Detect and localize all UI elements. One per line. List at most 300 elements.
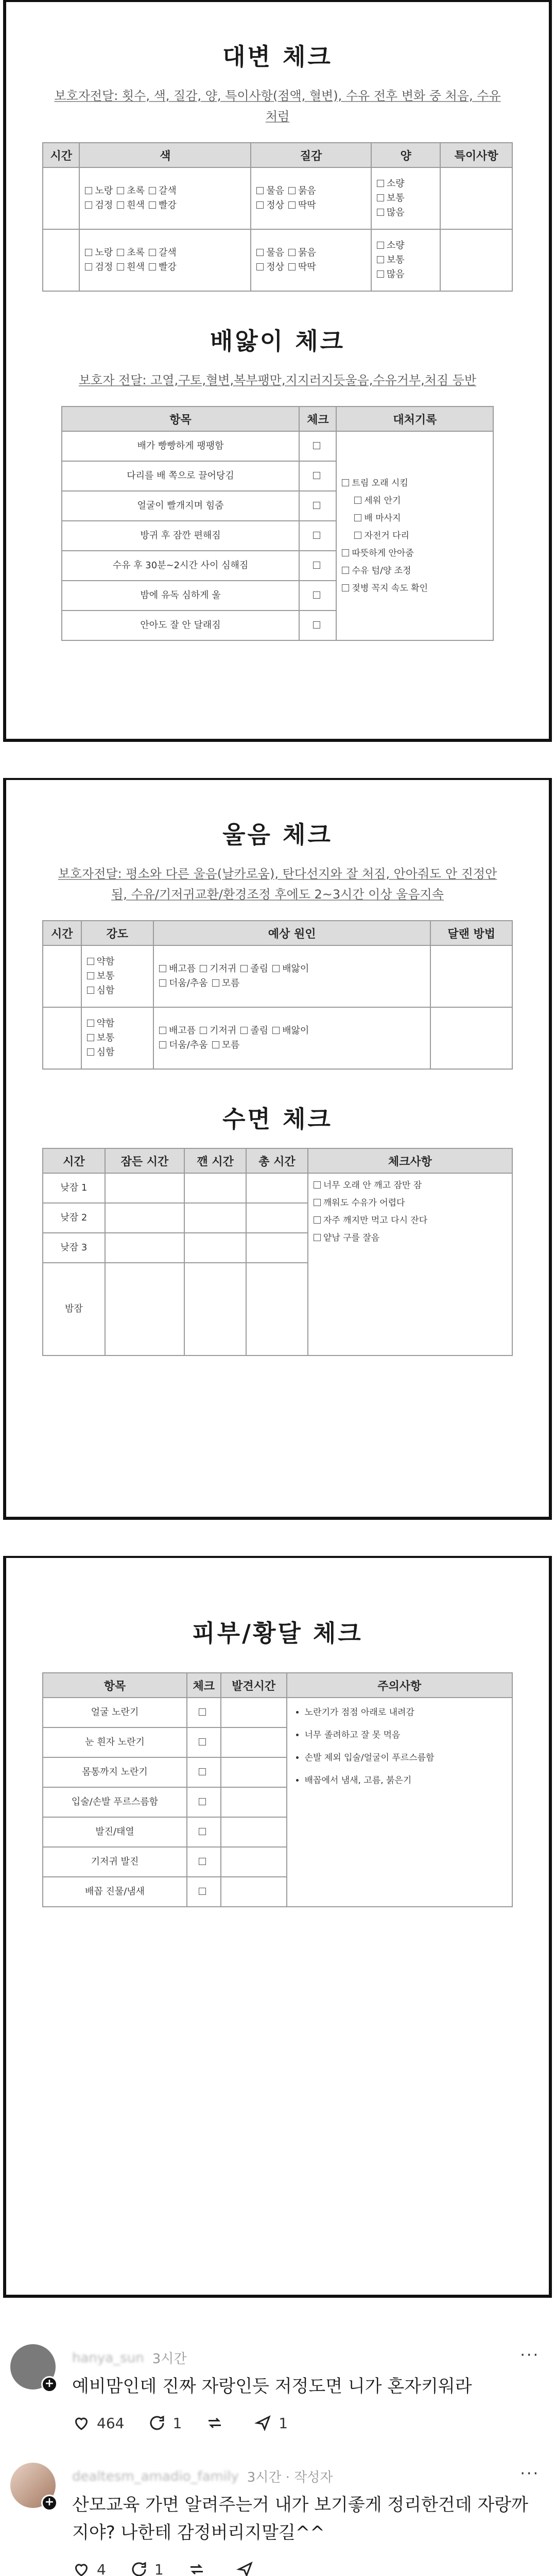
- amount-option[interactable]: [377, 206, 405, 220]
- found-time-cell[interactable]: [221, 1698, 287, 1727]
- cause-option[interactable]: [272, 1024, 309, 1038]
- sleep-check-label: 얕남 구를 잘음: [323, 1233, 380, 1243]
- table-row: [43, 1698, 512, 1727]
- checkbox-icon[interactable]: [314, 1199, 321, 1206]
- skin-note: • 손발 제외 입술/얼굴이 푸르스름함: [305, 1747, 507, 1769]
- option-label: 심함: [96, 1047, 115, 1058]
- check-cell: [187, 1817, 221, 1847]
- checkbox-icon[interactable]: [377, 180, 384, 187]
- cause-cell: [153, 945, 430, 1007]
- sleep-title: 수면 체크: [222, 1105, 333, 1133]
- stool-header-0: 시간: [43, 143, 79, 167]
- stool-header-2: 질감: [251, 143, 371, 167]
- action-label: 따뜻하게 안아줌: [352, 548, 414, 558]
- sleep-check-label: 깨워도 수유가 어렵다: [323, 1198, 405, 1208]
- cause-option[interactable]: [272, 962, 309, 976]
- checkbox-icon[interactable]: [377, 256, 384, 263]
- checkbox-icon[interactable]: [354, 532, 361, 539]
- checkbox-icon[interactable]: [377, 242, 384, 249]
- found-time-cell[interactable]: [221, 1847, 287, 1877]
- checkbox-icon[interactable]: [212, 1041, 219, 1048]
- sleep-check-label: 너무 오래 안 깨고 잠만 잠: [323, 1180, 422, 1191]
- checkbox-icon[interactable]: [342, 549, 349, 556]
- comment-item: [10, 2329, 545, 2447]
- like-count: 4: [97, 2561, 106, 2576]
- color-option[interactable]: [149, 198, 177, 213]
- comment-body: [72, 2344, 545, 2437]
- option-label: 물음: [266, 185, 284, 196]
- action-label: 트림 오래 시킴: [352, 478, 408, 488]
- checkbox-icon[interactable]: [313, 502, 320, 509]
- option-label: 기저귀: [210, 1025, 237, 1036]
- color-option[interactable]: [149, 184, 177, 198]
- cause-option[interactable]: [200, 1024, 236, 1038]
- action-item[interactable]: [342, 545, 488, 562]
- time-entry-cell[interactable]: [105, 1203, 185, 1233]
- username[interactable]: dealtesm_amadio_family: [72, 2468, 239, 2484]
- skin-header-0: 항목: [43, 1673, 187, 1698]
- option-label: 노랑: [95, 185, 113, 196]
- checkbox-icon[interactable]: [199, 1828, 206, 1835]
- action-label: 젖병 꼭지 속도 확인: [352, 583, 428, 594]
- cause-option[interactable]: [159, 976, 208, 991]
- option-label: 소량: [386, 178, 405, 189]
- checkbox-icon[interactable]: [272, 965, 280, 972]
- sleep-table: [42, 1148, 513, 1356]
- like-button[interactable]: [72, 2414, 124, 2432]
- checkbox-icon[interactable]: [87, 987, 94, 994]
- comment-text: 산모교육 가면 알려주는거 내가 보기좋게 정리한건데 자랑까지야? 나한테 감정버리지말길^^: [72, 2495, 528, 2543]
- cause-option[interactable]: [159, 1038, 208, 1053]
- checkbox-icon[interactable]: [288, 187, 296, 194]
- stool-subtitle: 보호자전달: 횟수, 색, 질감, 양, 특이사항(점액, 혈변), 수유 전후 변화 중 처음, 수유 처럼: [54, 89, 501, 124]
- option-label: 약함: [96, 1018, 115, 1029]
- cause-option[interactable]: [212, 976, 240, 991]
- checkbox-icon[interactable]: [159, 979, 166, 987]
- checkbox-icon[interactable]: [256, 249, 264, 256]
- note-cell[interactable]: [440, 229, 512, 291]
- time-entry-cell[interactable]: [184, 1263, 246, 1355]
- option-label: 졸림: [250, 1025, 269, 1036]
- amount-option[interactable]: [377, 191, 405, 206]
- symptom-label: 수유 후 30분~2시간 사이 심해짐: [62, 551, 300, 581]
- skin-item-label: 기저귀 발진: [43, 1847, 187, 1877]
- comment-body: [72, 2463, 545, 2576]
- option-label: 갈색: [159, 185, 177, 196]
- option-label: 딱딱: [298, 262, 316, 273]
- checkbox-icon[interactable]: [313, 562, 320, 569]
- check-cell: [299, 611, 336, 640]
- soothe-cell[interactable]: [430, 945, 512, 1007]
- texture-option[interactable]: [288, 246, 316, 260]
- sleep-check-item[interactable]: [314, 1229, 507, 1247]
- checkbox-icon[interactable]: [199, 1798, 206, 1805]
- checkbox-icon[interactable]: [200, 1027, 207, 1034]
- intensity-cell: [81, 1007, 153, 1069]
- skin-header-3: 주의사항: [287, 1673, 512, 1698]
- found-time-cell[interactable]: [221, 1787, 287, 1817]
- time-cell[interactable]: [43, 167, 79, 229]
- repost-button[interactable]: [205, 2414, 230, 2432]
- action-list: [342, 474, 488, 597]
- checkbox-icon[interactable]: [85, 249, 92, 256]
- reply-button[interactable]: [130, 2560, 164, 2576]
- color-option[interactable]: [85, 198, 113, 213]
- time-entry-cell[interactable]: [246, 1263, 308, 1355]
- action-item[interactable]: [342, 474, 488, 492]
- intensity-option[interactable]: [87, 1016, 115, 1031]
- option-label: 검정: [95, 262, 113, 273]
- checkbox-icon[interactable]: [377, 194, 384, 201]
- checkbox-icon[interactable]: [313, 532, 320, 539]
- checkbox-icon[interactable]: [117, 187, 124, 194]
- spit-header-1: 체크: [299, 406, 336, 431]
- checkbox-icon[interactable]: [212, 979, 219, 987]
- checkbox-icon[interactable]: [256, 187, 264, 194]
- cause-option[interactable]: [200, 962, 236, 976]
- checkbox-icon[interactable]: [85, 187, 92, 194]
- cry-header-3: 달랜 방법: [430, 921, 512, 945]
- color-option[interactable]: [117, 198, 145, 213]
- checkbox-icon[interactable]: [288, 201, 296, 209]
- follow-plus-icon[interactable]: +: [41, 2376, 58, 2393]
- found-time-cell[interactable]: [221, 1757, 287, 1787]
- skin-item-label: 몸통까지 노란기: [43, 1757, 187, 1787]
- action-item[interactable]: [342, 527, 488, 545]
- checkbox-icon[interactable]: [159, 965, 166, 972]
- repost-icon: [205, 2414, 224, 2432]
- texture-cell: [251, 167, 371, 229]
- comment-actions: [72, 2414, 545, 2432]
- repost-button[interactable]: [187, 2560, 212, 2576]
- check-cell: [299, 581, 336, 611]
- color-cell: [79, 167, 251, 229]
- option-label: 보통: [386, 193, 405, 204]
- option-label: 모름: [221, 978, 240, 989]
- table-row: [43, 1173, 512, 1203]
- amount-option[interactable]: [377, 267, 405, 282]
- reply-count: 1: [172, 2414, 182, 2432]
- time-entry-cell[interactable]: [184, 1233, 246, 1263]
- checkbox-icon[interactable]: [87, 1020, 94, 1027]
- skin-note: • 너무 졸려하고 잘 못 먹음: [305, 1724, 507, 1747]
- found-time-cell[interactable]: [221, 1877, 287, 1907]
- texture-option[interactable]: [256, 184, 284, 198]
- skin-header-1: 체크: [187, 1673, 221, 1698]
- symptom-label: 얼굴이 빨개지며 힘줌: [62, 491, 300, 521]
- checkbox-icon[interactable]: [159, 1041, 166, 1048]
- checkbox-icon[interactable]: [117, 249, 124, 256]
- checkbox-icon[interactable]: [288, 263, 296, 270]
- checkbox-icon[interactable]: [117, 201, 124, 209]
- time-cell[interactable]: [43, 1007, 81, 1069]
- option-label: 보통: [96, 971, 115, 981]
- checkbox-icon[interactable]: [240, 965, 248, 972]
- option-label: 빨강: [159, 262, 177, 273]
- symptom-label: 배가 빵빵하게 팽팽함: [62, 431, 300, 461]
- username[interactable]: hanya_sun: [72, 2350, 144, 2366]
- checkbox-icon[interactable]: [87, 972, 94, 979]
- time-entry-cell[interactable]: [105, 1173, 185, 1203]
- time-entry-cell[interactable]: [105, 1233, 185, 1263]
- checkbox-icon[interactable]: [87, 1034, 94, 1041]
- stool-spit-sheet: [3, 0, 552, 742]
- intensity-option[interactable]: [87, 984, 115, 998]
- symptom-label: 안아도 잘 안 달래짐: [62, 611, 300, 640]
- sleep-row-label: 낮잠 1: [43, 1173, 105, 1203]
- option-label: 노랑: [95, 247, 113, 258]
- like-button[interactable]: [72, 2560, 106, 2576]
- table-row: [43, 1007, 512, 1069]
- check-cell: [187, 1847, 221, 1877]
- action-item[interactable]: [342, 580, 488, 597]
- spit-title: 배앓이 체크: [210, 327, 345, 355]
- repost-icon: [187, 2560, 206, 2576]
- texture-option[interactable]: [288, 184, 316, 198]
- option-label: 배앓이: [282, 1025, 309, 1036]
- sleep-check-item[interactable]: [314, 1194, 507, 1212]
- check-cell: [299, 551, 336, 581]
- soothe-cell[interactable]: [430, 1007, 512, 1069]
- option-label: 초록: [127, 247, 145, 258]
- option-label: 딱딱: [298, 200, 316, 211]
- follow-plus-icon[interactable]: +: [41, 2495, 58, 2511]
- intensity-option[interactable]: [87, 969, 115, 984]
- checkbox-icon[interactable]: [342, 479, 349, 486]
- action-item[interactable]: [342, 510, 488, 527]
- skin-item-label: 발진/태열: [43, 1817, 187, 1847]
- time-entry-cell[interactable]: [246, 1203, 308, 1233]
- texture-option[interactable]: [256, 260, 284, 275]
- option-label: 검정: [95, 200, 113, 211]
- option-label: 초록: [127, 185, 145, 196]
- table-row: [43, 229, 512, 291]
- cry-header-2: 예상 원인: [153, 921, 430, 945]
- option-label: 묽음: [298, 185, 316, 196]
- comment-header: [72, 2348, 545, 2367]
- symptom-label: 다리를 배 쪽으로 끌어당김: [62, 461, 300, 491]
- check-cell: [299, 521, 336, 551]
- skin-note: • 배꼽에서 냄새, 고름, 붉은기: [305, 1769, 507, 1792]
- amount-option[interactable]: [377, 253, 405, 267]
- intensity-option[interactable]: [87, 1031, 115, 1045]
- cause-option[interactable]: [212, 1038, 240, 1053]
- checkbox-icon[interactable]: [313, 621, 320, 629]
- checkbox-icon[interactable]: [342, 567, 349, 574]
- author-badge: · 작성자: [285, 2470, 333, 2485]
- option-label: 심함: [96, 985, 115, 996]
- option-label: 물음: [266, 247, 284, 258]
- share-button[interactable]: [236, 2560, 261, 2576]
- checkbox-icon[interactable]: [199, 1768, 206, 1775]
- checkbox-icon[interactable]: [199, 1858, 206, 1865]
- stool-header-4: 특이사항: [440, 143, 512, 167]
- color-option[interactable]: [149, 246, 177, 260]
- time-entry-cell[interactable]: [105, 1263, 185, 1355]
- action-item[interactable]: [342, 492, 488, 510]
- option-label: 더움/추움: [168, 1040, 208, 1050]
- color-option[interactable]: [117, 260, 145, 275]
- check-cell: [187, 1757, 221, 1787]
- stool-title: 대변 체크: [222, 43, 333, 71]
- checkbox-icon[interactable]: [272, 1027, 280, 1034]
- checkbox-icon[interactable]: [85, 263, 92, 270]
- comment-item: [10, 2447, 545, 2576]
- checkbox-icon[interactable]: [354, 497, 361, 504]
- checkbox-icon[interactable]: [314, 1181, 321, 1189]
- checkbox-icon[interactable]: [313, 472, 320, 479]
- check-cell: [187, 1877, 221, 1907]
- cause-option[interactable]: [159, 1024, 196, 1038]
- checkbox-icon[interactable]: [313, 591, 320, 599]
- share-button[interactable]: [254, 2414, 288, 2432]
- check-cell: [187, 1787, 221, 1817]
- cry-table: [42, 920, 513, 1070]
- avatar-wrap: [10, 2463, 72, 2576]
- texture-option[interactable]: [256, 198, 284, 213]
- color-option[interactable]: [85, 260, 113, 275]
- timestamp: 3시간: [152, 2351, 187, 2367]
- actions-cell: [336, 431, 493, 640]
- option-label: 기저귀: [210, 963, 237, 974]
- checkbox-icon[interactable]: [199, 1738, 206, 1745]
- send-icon: [236, 2560, 254, 2576]
- checkbox-icon[interactable]: [149, 249, 156, 256]
- checkbox-icon[interactable]: [377, 209, 384, 216]
- checkbox-icon[interactable]: [377, 270, 384, 278]
- cause-option[interactable]: [240, 962, 268, 976]
- check-cell: [187, 1698, 221, 1727]
- checkbox-icon[interactable]: [314, 1216, 321, 1224]
- found-time-cell[interactable]: [221, 1727, 287, 1757]
- timestamp: 3시간: [247, 2470, 282, 2485]
- checkbox-icon[interactable]: [314, 1234, 321, 1241]
- intensity-option[interactable]: [87, 1045, 115, 1060]
- option-label: 보통: [96, 1032, 115, 1043]
- checkbox-icon[interactable]: [256, 201, 264, 209]
- checkbox-icon[interactable]: [149, 187, 156, 194]
- checkbox-icon[interactable]: [256, 263, 264, 270]
- option-label: 묽음: [298, 247, 316, 258]
- color-option[interactable]: [117, 246, 145, 260]
- check-cell: [299, 491, 336, 521]
- checkbox-icon[interactable]: [159, 1027, 166, 1034]
- color-option[interactable]: [149, 260, 177, 275]
- checkbox-icon[interactable]: [149, 263, 156, 270]
- option-label: 배앓이: [282, 963, 309, 974]
- reply-count: 1: [154, 2561, 164, 2576]
- amount-option[interactable]: [377, 177, 405, 191]
- comment-icon: [130, 2560, 148, 2576]
- more-options-icon[interactable]: ···: [520, 2346, 540, 2364]
- action-item[interactable]: [342, 562, 488, 580]
- amount-option[interactable]: [377, 239, 405, 253]
- cause-option[interactable]: [159, 962, 196, 976]
- cry-title: 울음 체크: [222, 821, 333, 849]
- time-entry-cell[interactable]: [184, 1203, 246, 1233]
- sleep-check-item[interactable]: [314, 1177, 507, 1194]
- checkbox-icon[interactable]: [240, 1027, 248, 1034]
- found-time-cell[interactable]: [221, 1817, 287, 1847]
- option-label: 많음: [386, 269, 405, 280]
- option-label: 보통: [386, 255, 405, 265]
- stool-table: [42, 142, 513, 292]
- checkbox-icon[interactable]: [87, 958, 94, 965]
- checkbox-icon[interactable]: [87, 1048, 94, 1056]
- time-cell[interactable]: [43, 229, 79, 291]
- cry-subtitle: 보호자전달: 평소와 다른 울음(날카로움), 탄다선지와 잘 처짐, 안아줘도 안 진정안됨, 수유/기저귀교환/환경조정 후에도 2~3시간 이상 울음지속: [58, 867, 497, 902]
- checkbox-icon[interactable]: [117, 263, 124, 270]
- action-label: 세워 안기: [364, 496, 401, 506]
- option-label: 정상: [266, 262, 284, 273]
- skin-header-2: 발견시간: [221, 1673, 287, 1698]
- checkbox-icon[interactable]: [199, 1888, 206, 1895]
- check-cell: [187, 1727, 221, 1757]
- checkbox-icon[interactable]: [313, 442, 320, 449]
- sleep-header-2: 깬 시간: [184, 1148, 246, 1173]
- color-option[interactable]: [85, 246, 113, 260]
- color-option[interactable]: [85, 184, 113, 198]
- checkbox-icon[interactable]: [200, 965, 207, 972]
- amount-cell: [371, 167, 440, 229]
- color-option[interactable]: [117, 184, 145, 198]
- sleep-row-label: 낮잠 2: [43, 1203, 105, 1233]
- note-cell[interactable]: [440, 167, 512, 229]
- skin-title: 피부/황달 체크: [192, 1619, 363, 1647]
- checkbox-icon[interactable]: [288, 249, 296, 256]
- cry-header-1: 강도: [81, 921, 153, 945]
- sleep-header-4: 체크사항: [308, 1148, 512, 1173]
- heart-icon: [72, 2560, 91, 2576]
- skin-item-label: 눈 흰자 노란기: [43, 1727, 187, 1757]
- sleep-check-item[interactable]: [314, 1212, 507, 1229]
- time-entry-cell[interactable]: [246, 1173, 308, 1203]
- skin-item-label: 얼굴 노란기: [43, 1698, 187, 1727]
- spit-table: [61, 406, 494, 641]
- color-cell: [79, 229, 251, 291]
- option-label: 배고픔: [168, 1025, 196, 1036]
- symptom-label: 밤에 유독 심하게 울: [62, 581, 300, 611]
- checkbox-icon[interactable]: [342, 584, 349, 591]
- intensity-cell: [81, 945, 153, 1007]
- more-options-icon[interactable]: ···: [520, 2465, 540, 2483]
- option-label: 흰색: [127, 200, 145, 211]
- cause-option[interactable]: [240, 1024, 268, 1038]
- cry-header-0: 시간: [43, 921, 81, 945]
- stool-header-3: 양: [371, 143, 440, 167]
- texture-option[interactable]: [288, 260, 316, 275]
- option-label: 정상: [266, 200, 284, 211]
- checkbox-icon[interactable]: [85, 201, 92, 209]
- texture-option[interactable]: [288, 198, 316, 213]
- checkbox-icon[interactable]: [199, 1708, 206, 1716]
- intensity-option[interactable]: [87, 955, 115, 969]
- reply-button[interactable]: [148, 2414, 182, 2432]
- skin-notes-list: [292, 1701, 507, 1792]
- spit-header-2: 대처기록: [336, 406, 493, 431]
- skin-sheet: [3, 1556, 552, 2298]
- skin-item-label: 입술/손발 푸르스름함: [43, 1787, 187, 1817]
- option-label: 배고픔: [168, 963, 196, 974]
- checkbox-icon[interactable]: [354, 514, 361, 521]
- time-entry-cell[interactable]: [246, 1233, 308, 1263]
- time-cell[interactable]: [43, 945, 81, 1007]
- texture-option[interactable]: [256, 246, 284, 260]
- time-entry-cell[interactable]: [184, 1173, 246, 1203]
- checkbox-icon[interactable]: [149, 201, 156, 209]
- table-row: [43, 945, 512, 1007]
- option-label: 더움/추움: [168, 978, 208, 989]
